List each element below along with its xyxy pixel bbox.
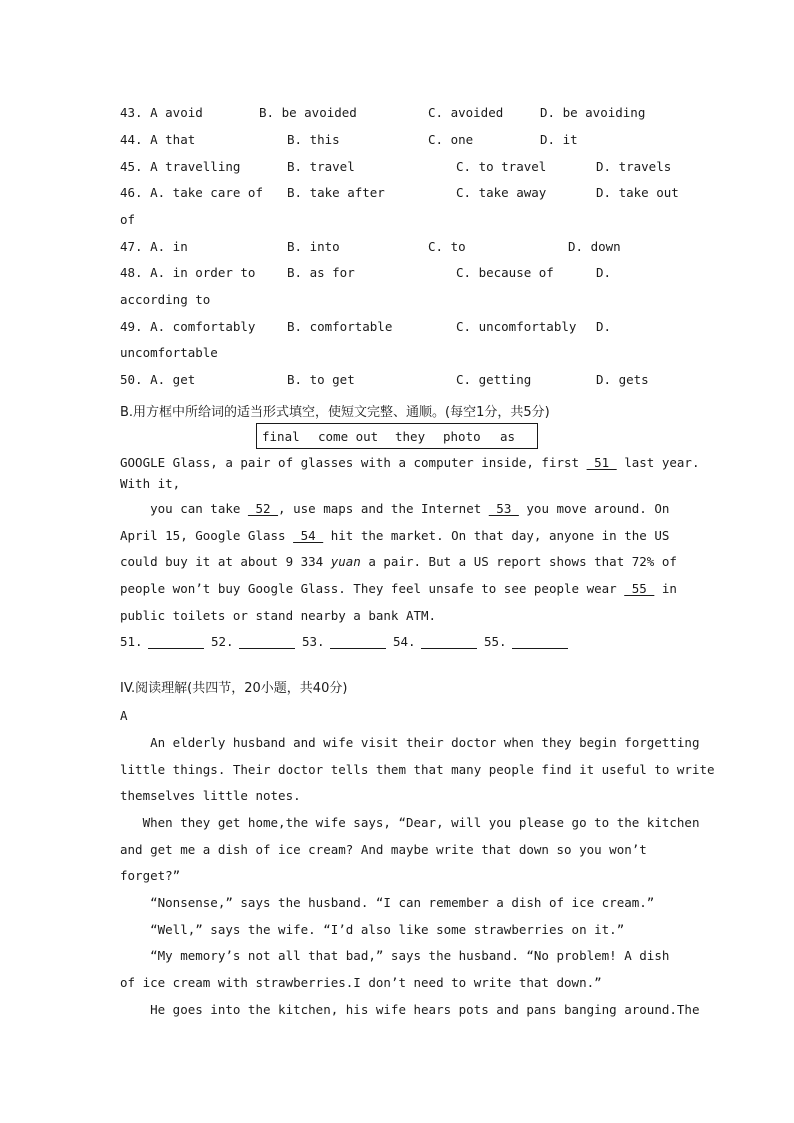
word-box-item: as	[500, 429, 516, 444]
answer-label-51: 51.	[120, 634, 143, 649]
q43-option-d: D. be avoiding	[540, 105, 646, 120]
blank-53: 53	[488, 501, 519, 516]
blank-55: 55	[624, 581, 655, 596]
q49-option-c: C. uncomfortably	[456, 319, 577, 334]
passage-a-line: and get me a dish of ice cream? And maybe write that down so you won’t	[120, 842, 647, 857]
passage-a-line: themselves little notes.	[120, 788, 301, 803]
answer-blank-51[interactable]	[148, 634, 204, 649]
passage-a-line: “Nonsense,” says the husband. “I can remember a dish of ice cream.”	[120, 895, 655, 910]
passage-a-line: An elderly husband and wife visit their doctor when they begin forgetting	[120, 735, 700, 750]
q44-option-c: C. one	[428, 132, 474, 147]
q49-option-b: B. comfortable	[287, 319, 393, 334]
q50-option-b: B. to get	[287, 372, 355, 387]
q45-option-c: C. to travel	[456, 159, 547, 174]
word-box-item: final	[262, 429, 300, 444]
q47-option-d: D. down	[568, 239, 621, 254]
q43-option-c: C. avoided	[428, 105, 504, 120]
word-box-item: come out	[318, 429, 379, 444]
passage-b-line: people won’t buy Google Glass. They feel unsafe to see people wear 55 in	[120, 581, 677, 596]
passage-b-line: public toilets or stand nearby a bank ATM.	[120, 608, 437, 623]
q45-option-b: B. travel	[287, 159, 355, 174]
q44-option-b: B. this	[287, 132, 340, 147]
passage-a-line: When they get home,the wife says, “Dear, will you please go to the kitchen	[120, 815, 700, 830]
q47-option-b: B. into	[287, 239, 340, 254]
q48-option-d: D.	[596, 265, 612, 280]
q49-option-a: 49. A. comfortably	[120, 319, 256, 334]
passage-a-line: forget?”	[120, 868, 181, 883]
q46-option-b: B. take after	[287, 185, 385, 200]
word-box	[256, 423, 538, 449]
q43-option-a: 43. A avoid	[120, 105, 203, 120]
q48-option-c: C. because of	[456, 265, 554, 280]
passage-b-line: With it,	[120, 476, 181, 491]
q46-option-a: 46. A. take care of	[120, 185, 263, 200]
passage-a-line: “My memory’s not all that bad,” says the husband. “No problem! A dish	[120, 948, 670, 963]
q43-option-b: B. be avoided	[259, 105, 357, 120]
blank-52: 52	[247, 501, 279, 516]
part-a-label: A	[120, 708, 128, 723]
q50-option-c: C. getting	[456, 372, 532, 387]
answer-blank-53[interactable]	[330, 634, 386, 649]
q50-option-d: D. gets	[596, 372, 649, 387]
q50-option-a: 50. A. get	[120, 372, 196, 387]
passage-b-line: GOOGLE Glass, a pair of glasses with a computer inside, first 51 last year.	[120, 455, 700, 470]
q45-option-a: 45. A travelling	[120, 159, 241, 174]
passage-a-line: little things. Their doctor tells them that many people find it useful to write	[120, 762, 715, 777]
passage-a-line: “Well,” says the wife. “I’d also like some strawberries on it.”	[120, 922, 625, 937]
section-iv-heading: IV.阅读理解(共四节，20小题，共40分)	[120, 681, 348, 696]
answer-blank-55[interactable]	[512, 634, 568, 649]
q45-option-d: D. travels	[596, 159, 672, 174]
passage-b-line: you can take 52 , use maps and the Internet 53 you move around. On	[120, 501, 670, 516]
q44-option-d: D. it	[540, 132, 578, 147]
q49-option-d: D.	[596, 319, 612, 334]
word-box-item: they	[395, 429, 426, 444]
word-box-item: photo	[443, 429, 481, 444]
answer-blank-54[interactable]	[421, 634, 477, 649]
q48-wrap: according to	[120, 292, 211, 307]
answer-label-55: 55.	[484, 634, 507, 649]
q46-option-c: C. take away	[456, 185, 547, 200]
q48-option-b: B. as for	[287, 265, 355, 280]
q46-wrap: of	[120, 212, 136, 227]
passage-b-line: could buy it at about 9 334 yuan a pair. But a US report shows that 72% of	[120, 554, 677, 569]
q44-option-a: 44. A that	[120, 132, 196, 147]
answer-label-52: 52.	[211, 634, 234, 649]
blank-51: 51	[586, 455, 617, 470]
answer-blank-52[interactable]	[239, 634, 295, 649]
q49-wrap: uncomfortable	[120, 345, 218, 360]
passage-a-line: of ice cream with strawberries.I don’t need to write that down.”	[120, 975, 602, 990]
q47-option-c: C. to	[428, 239, 466, 254]
answer-label-54: 54.	[393, 634, 416, 649]
section-b-heading: B.用方框中所给词的适当形式填空，使短文完整、通顺。(每空1分，共5分)	[120, 405, 550, 420]
q46-option-d: D. take out	[596, 185, 679, 200]
passage-b-line: April 15, Google Glass 54 hit the market. On that day, anyone in the US	[120, 528, 670, 543]
answer-label-53: 53.	[302, 634, 325, 649]
passage-a-line: He goes into the kitchen, his wife hears pots and pans banging around.The	[120, 1002, 700, 1017]
q48-option-a: 48. A. in order to	[120, 265, 256, 280]
q47-option-a: 47. A. in	[120, 239, 188, 254]
blank-54: 54	[293, 528, 324, 543]
